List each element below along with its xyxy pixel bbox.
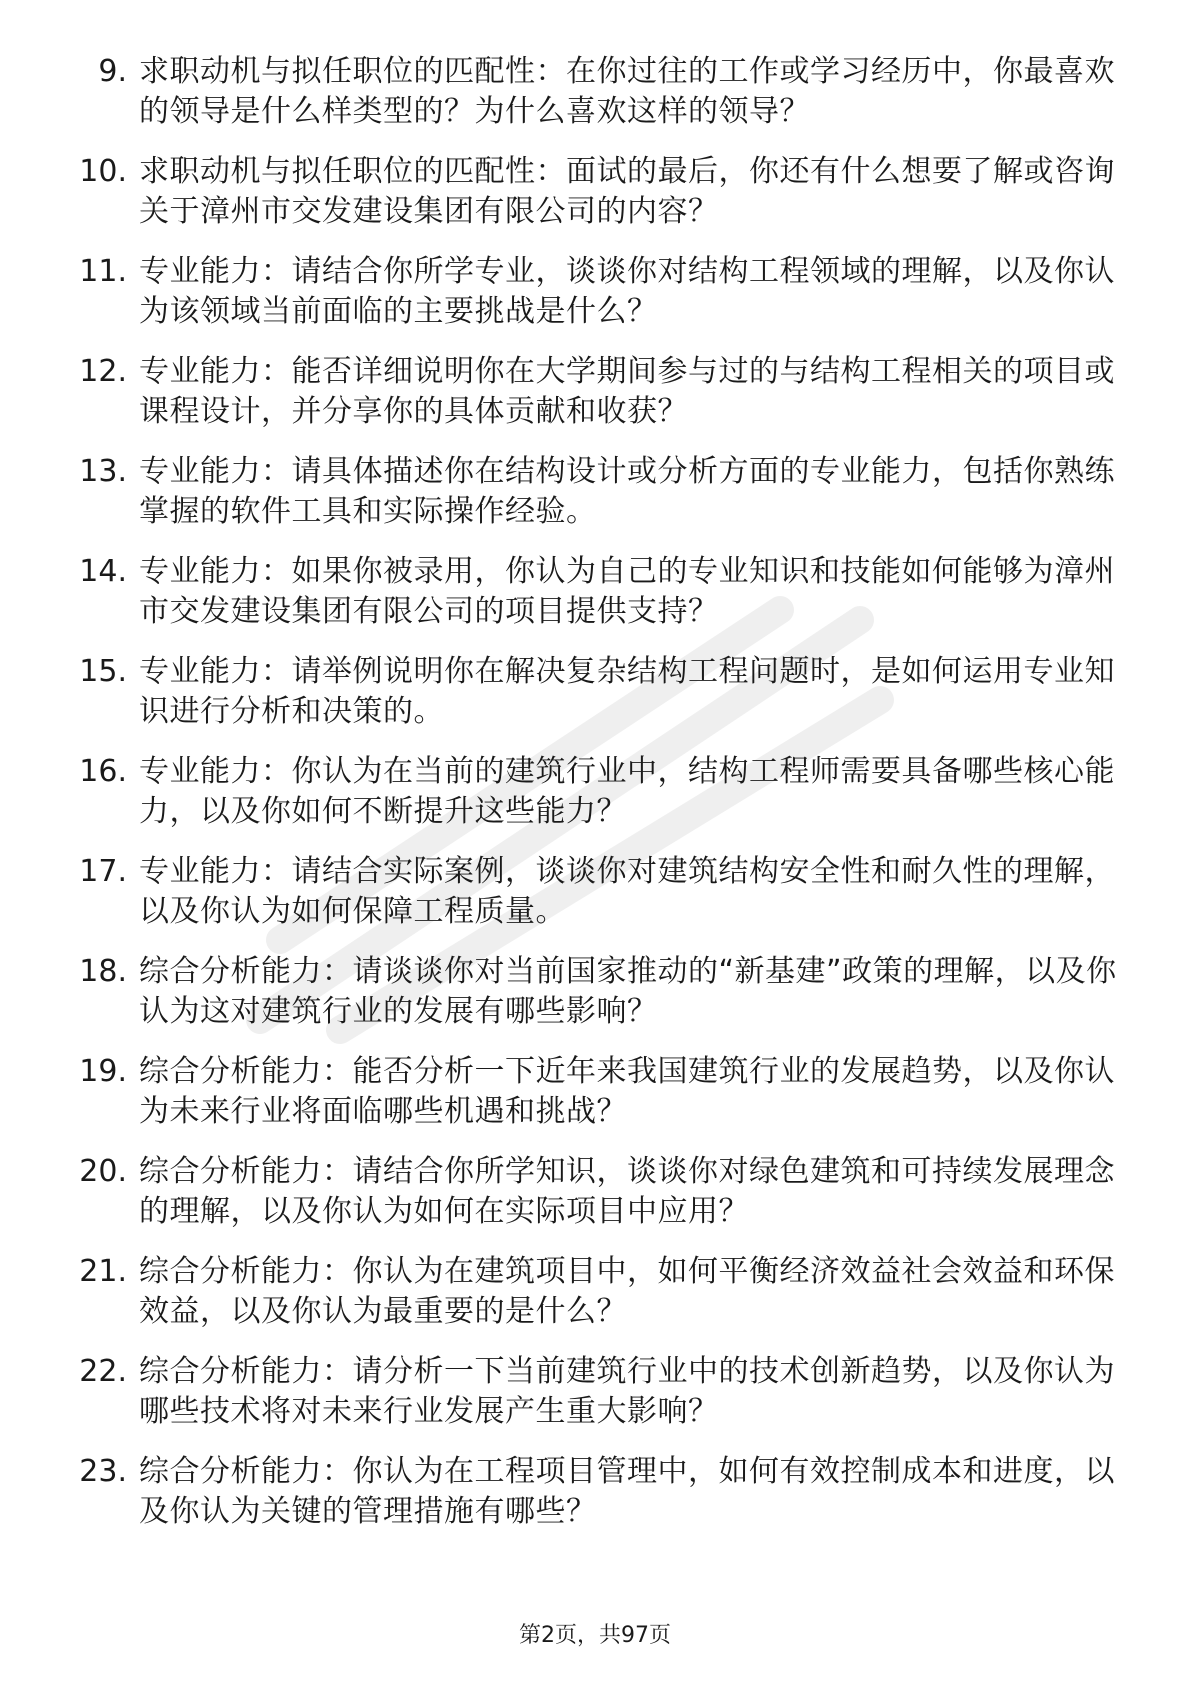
question-number: 16. bbox=[79, 754, 127, 789]
list-item bbox=[60, 1452, 1120, 1532]
question-number: 12. bbox=[79, 354, 127, 389]
list-item bbox=[60, 252, 1120, 332]
question-number: 19. bbox=[79, 1054, 127, 1089]
question-text: 综合分析能力：你认为在工程项目管理中，如何有效控制成本和进度，以及你认为关键的管理措施有哪些？ bbox=[139, 1454, 1115, 1529]
list-item bbox=[60, 452, 1120, 532]
question-text: 专业能力：能否详细说明你在大学期间参与过的与结构工程相关的项目或课程设计，并分享你的具体贡献和收获？ bbox=[139, 354, 1115, 429]
list-item bbox=[60, 152, 1120, 232]
list-item bbox=[60, 752, 1120, 832]
list-item bbox=[60, 1152, 1120, 1232]
question-number: 9. bbox=[98, 54, 127, 89]
question-text: 综合分析能力：请结合你所学知识，谈谈你对绿色建筑和可持续发展理念的理解，以及你认为如何在实际项目中应用？ bbox=[139, 1154, 1115, 1229]
list-item bbox=[60, 952, 1120, 1032]
list-item bbox=[60, 552, 1120, 632]
question-number: 21. bbox=[79, 1254, 127, 1289]
question-text: 专业能力：你认为在当前的建筑行业中，结构工程师需要具备哪些核心能力，以及你如何不断提升这些能力？ bbox=[139, 754, 1115, 829]
list-item bbox=[60, 1052, 1120, 1132]
question-number: 22. bbox=[79, 1354, 127, 1389]
question-text: 专业能力：请举例说明你在解决复杂结构工程问题时，是如何运用专业知识进行分析和决策的。 bbox=[139, 654, 1115, 729]
question-number: 11. bbox=[79, 254, 127, 289]
list-item bbox=[60, 1252, 1120, 1332]
question-text: 求职动机与拟任职位的匹配性：面试的最后，你还有什么想要了解或咨询关于漳州市交发建设集团有限公司的内容？ bbox=[139, 154, 1115, 229]
list-item bbox=[60, 352, 1120, 432]
question-number: 18. bbox=[79, 954, 127, 989]
question-number: 13. bbox=[79, 454, 127, 489]
question-text: 专业能力：请具体描述你在结构设计或分析方面的专业能力，包括你熟练掌握的软件工具和实际操作经验。 bbox=[139, 454, 1115, 529]
question-number: 17. bbox=[79, 854, 127, 889]
question-text: 专业能力：请结合实际案例，谈谈你对建筑结构安全性和耐久性的理解，以及你认为如何保障工程质量。 bbox=[139, 854, 1115, 929]
question-text: 专业能力：如果你被录用，你认为自己的专业知识和技能如何能够为漳州市交发建设集团有限公司的项目提供支持？ bbox=[139, 554, 1115, 629]
question-text: 求职动机与拟任职位的匹配性：在你过往的工作或学习经历中，你最喜欢的领导是什么样类型的？为什么喜欢这样的领导？ bbox=[139, 54, 1115, 129]
question-number: 20. bbox=[79, 1154, 127, 1189]
question-number: 14. bbox=[79, 554, 127, 589]
question-number: 10. bbox=[79, 154, 127, 189]
question-text: 专业能力：请结合你所学专业，谈谈你对结构工程领域的理解，以及你认为该领域当前面临的主要挑战是什么？ bbox=[139, 254, 1115, 329]
list-item bbox=[60, 852, 1120, 932]
list-item bbox=[60, 1352, 1120, 1432]
question-text: 综合分析能力：请分析一下当前建筑行业中的技术创新趋势，以及你认为哪些技术将对未来行业发展产生重大影响？ bbox=[139, 1354, 1115, 1429]
list-item bbox=[60, 52, 1120, 132]
question-text: 综合分析能力：请谈谈你对当前国家推动的“新基建”政策的理解，以及你认为这对建筑行业的发展有哪些影响？ bbox=[139, 954, 1117, 1029]
page-footer: 第2页，共97页 bbox=[519, 1623, 671, 1648]
question-number: 15. bbox=[79, 654, 127, 689]
question-list bbox=[60, 52, 1120, 1552]
question-number: 23. bbox=[79, 1454, 127, 1489]
question-text: 综合分析能力：你认为在建筑项目中，如何平衡经济效益社会效益和环保效益，以及你认为最重要的是什么？ bbox=[139, 1254, 1115, 1329]
list-item bbox=[60, 652, 1120, 732]
question-text: 综合分析能力：能否分析一下近年来我国建筑行业的发展趋势，以及你认为未来行业将面临哪些机遇和挑战？ bbox=[139, 1054, 1115, 1129]
